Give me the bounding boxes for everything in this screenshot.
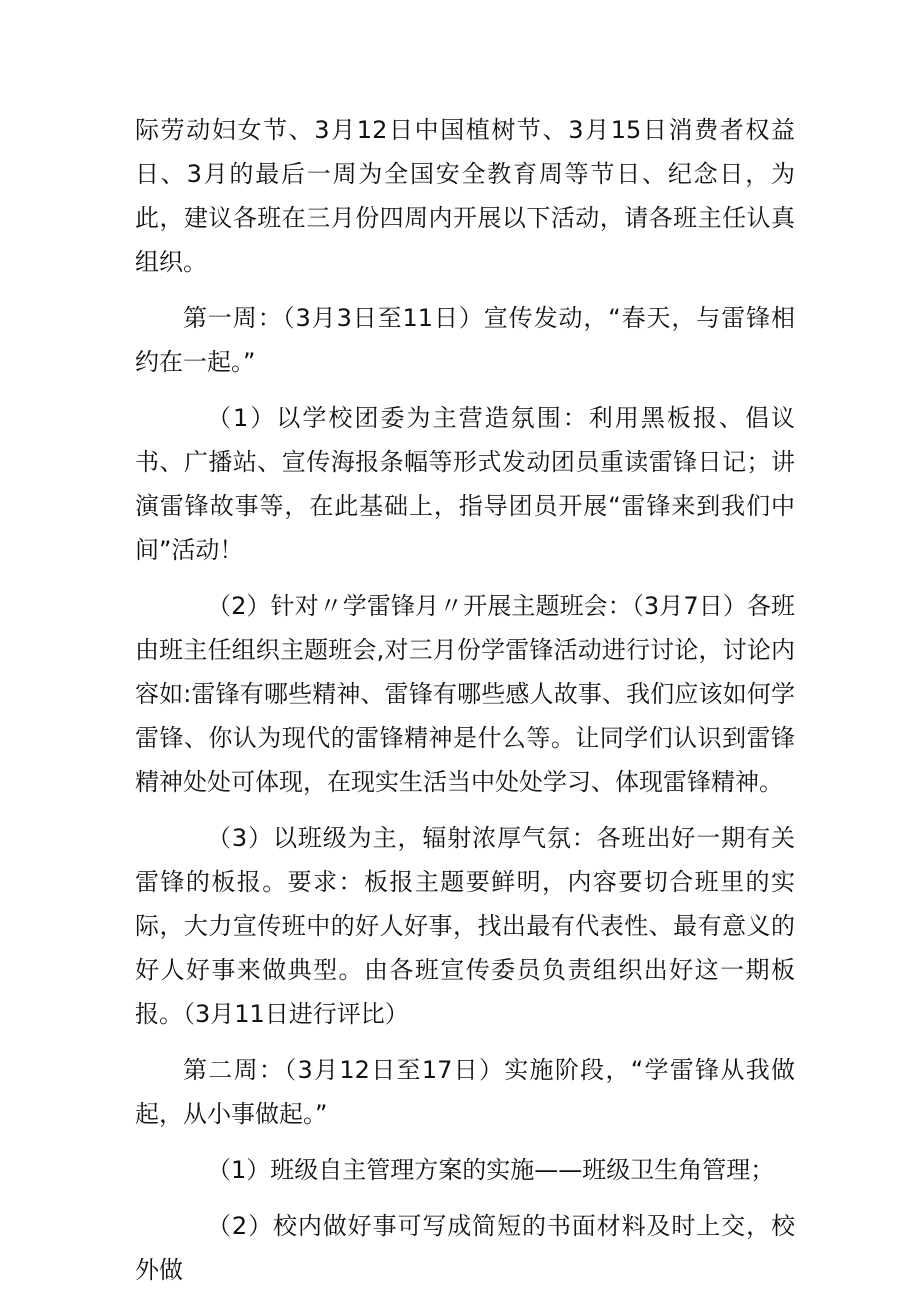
paragraph-week-2-heading: 第二周：（3月12日至17日）实施阶段，“学雷锋从我做起，从小事做起。” xyxy=(135,1056,795,1128)
paragraph-week-2-item-2: （2）校内做好事可写成简短的书面材料及时上交，校外做 xyxy=(135,1212,795,1284)
paragraph-week-1-item-1: （1）以学校团委为主营造氛围：利用黑板报、倡议书、广播站、宣传海报条幅等形式发动团员重读雷锋日记；讲演雷锋故事等，在此基础上，指导团员开展“雷锋来到我们中间”活动！ xyxy=(135,404,795,564)
paragraph-week-1-item-2: （2）针对〃学雷锋月〃开展主题班会：（3月7日）各班由班主任组织主题班会,对三月份学雷锋活动进行讨论，讨论内容如:雷锋有哪些精神、雷锋有哪些感人故事、我们应该如何学雷锋、你认为现代的雷锋精神是什么等。让同学们认识到雷锋精神处处可体现，在现实生活当中处处学习、体现雷锋精神。 xyxy=(135,592,795,796)
document-body xyxy=(135,108,795,1304)
paragraph-week-2-item-1: （1）班级自主管理方案的实施——班级卫生角管理； xyxy=(207,1156,775,1184)
paragraph-week-1-item-3: （3）以班级为主，辐射浓厚气氛：各班出好一期有关雷锋的板报。要求：板报主题要鲜明，内容要切合班里的实际，大力宣传班中的好人好事，找出最有代表性、最有意义的好人好事来做典型。由各班宣传委员负责组织出好这一期板报。（3月11日进行评比） xyxy=(135,824,795,1028)
paragraph-intro: 际劳动妇女节、3月12日中国植树节、3月15日消费者权益日、3月的最后一周为全国安全教育周等节日、纪念日，为此，建议各班在三月份四周内开展以下活动，请各班主任认真组织。 xyxy=(135,116,795,276)
paragraph-week-1-heading: 第一周：（3月3日至11日）宣传发动，“春天，与雷锋相约在一起。” xyxy=(135,304,795,376)
